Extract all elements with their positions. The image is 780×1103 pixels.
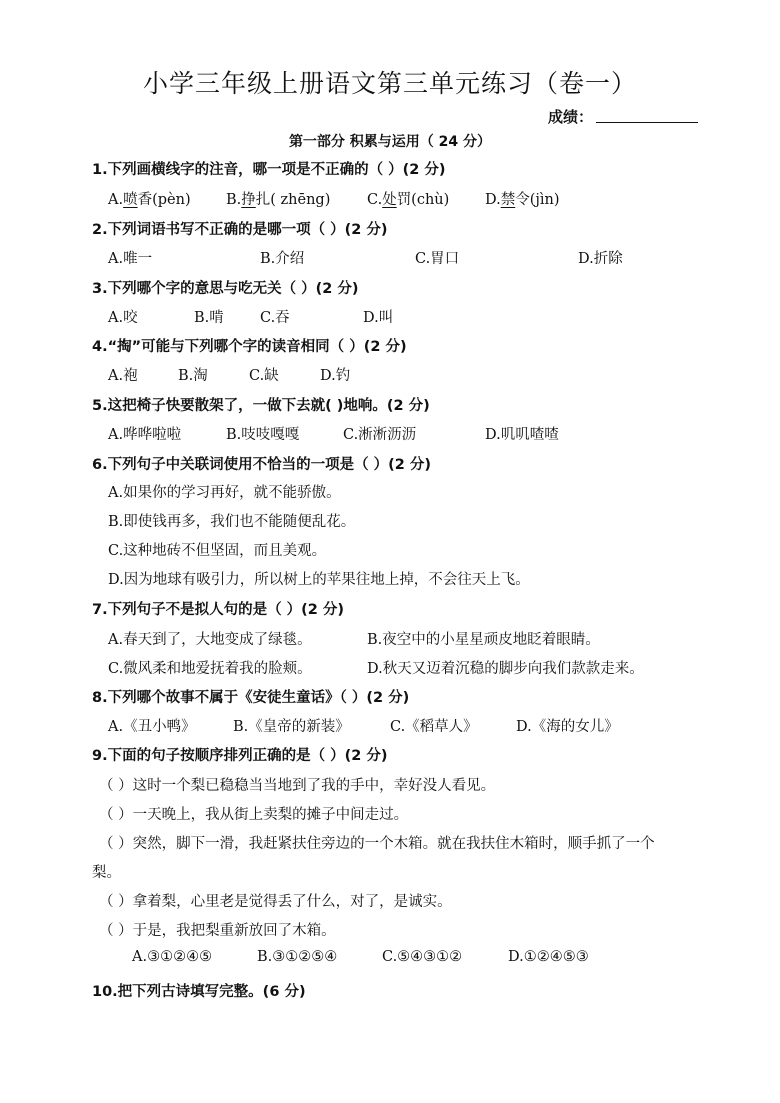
option-3d[interactable]: D.叫: [363, 310, 394, 326]
option-4b[interactable]: B.淘: [178, 368, 208, 384]
question-8: 8.下列哪个故事不属于《安徒生童话》（ ）(2 分): [92, 690, 410, 706]
option-8b[interactable]: B.《皇帝的新装》: [233, 719, 350, 735]
option-label: C.: [367, 192, 383, 208]
option-5d[interactable]: D.叽叽喳喳: [485, 427, 559, 443]
sentence-6a[interactable]: A.如果你的学习再好，就不能骄傲。: [108, 485, 341, 501]
option-2a[interactable]: A.唯一: [108, 251, 153, 267]
option-2b[interactable]: B.介绍: [260, 251, 305, 267]
option-text: 扎( zhēng): [255, 192, 331, 208]
option-9c[interactable]: C.⑤④③①②: [382, 949, 463, 965]
option-8c[interactable]: C.《稻草人》: [390, 719, 478, 735]
option-2d[interactable]: D.折除: [578, 251, 623, 267]
option-7c[interactable]: C.微风柔和地爱抚着我的脸颊。: [108, 661, 312, 677]
option-5b[interactable]: B.吱吱嘎嘎: [226, 427, 300, 443]
part-title: 第一部分 积累与运用（ 24 分）: [288, 134, 492, 150]
option-1b[interactable]: [226, 188, 330, 209]
option-1c[interactable]: [367, 188, 449, 209]
ordering-sentence-4[interactable]: （ ）拿着梨，心里老是觉得丢了什么，对了，是诚实。: [99, 894, 452, 910]
question-1: 1.下列画横线字的注音，哪一项是不正确的（ ）(2 分): [92, 162, 446, 178]
score-label: 成绩：: [548, 108, 594, 126]
option-4a[interactable]: A.袍: [108, 368, 138, 384]
option-4d[interactable]: D.钓: [320, 368, 351, 384]
option-text: 香(pèn): [137, 192, 191, 208]
sentence-6d[interactable]: D.因为地球有吸引力，所以树上的苹果往地上掉，不会往天上飞。: [108, 572, 530, 588]
underlined-char: 禁: [500, 192, 516, 208]
option-label: D.: [485, 192, 501, 208]
question-4: 4.“掏”可能与下列哪个字的读音相同（ ）(2 分): [92, 339, 407, 355]
question-9: 9.下面的句子按顺序排列正确的是（ ）(2 分): [92, 748, 388, 764]
option-text: 罚(chù): [396, 192, 450, 208]
sentence-6c[interactable]: C.这种地砖不但坚固，而且美观。: [108, 543, 327, 559]
option-4c[interactable]: C.缺: [249, 368, 279, 384]
option-7d[interactable]: D.秋天又迈着沉稳的脚步向我们款款走来。: [367, 661, 644, 677]
ordering-sentence-2[interactable]: （ ）一天晚上，我从街上卖梨的摊子中间走过。: [99, 807, 409, 823]
underlined-char: 挣: [241, 192, 256, 208]
option-7a[interactable]: A.春天到了，大地变成了绿毯。: [108, 632, 312, 648]
option-1d[interactable]: [485, 188, 560, 209]
option-8d[interactable]: D.《海的女儿》: [516, 719, 619, 735]
ordering-sentence-3-cont: 梨。: [92, 865, 121, 881]
question-3: 3.下列哪个字的意思与吃无关（ ）(2 分): [92, 281, 359, 297]
option-3a[interactable]: A.咬: [108, 310, 138, 326]
question-6: 6.下列句子中关联词使用不恰当的一项是（ ）(2 分): [92, 457, 432, 473]
option-5a[interactable]: A.哗哗啦啦: [108, 427, 182, 443]
question-7: 7.下列句子不是拟人句的是（ ）(2 分): [92, 602, 345, 618]
ordering-sentence-1[interactable]: （ ）这时一个梨已稳稳当当地到了我的手中，幸好没人看见。: [99, 778, 496, 794]
option-5c[interactable]: C.淅淅沥沥: [343, 427, 417, 443]
option-9d[interactable]: D.①②④⑤③: [508, 949, 589, 965]
option-8a[interactable]: A.《丑小鸭》: [108, 719, 196, 735]
option-3c[interactable]: C.吞: [260, 310, 290, 326]
option-2c[interactable]: C.胃口: [415, 251, 460, 267]
option-text: 令(jìn): [515, 192, 560, 208]
sentence-6b[interactable]: B.即使钱再多，我们也不能随便乱花。: [108, 514, 356, 530]
ordering-sentence-3[interactable]: （ ）突然，脚下一滑，我赶紧扶住旁边的一个木箱。就在我扶住木箱时，顺手抓了一个: [99, 836, 655, 852]
option-7b[interactable]: B.夜空中的小星星顽皮地眨着眼睛。: [367, 632, 600, 648]
page-title: 小学三年级上册语文第三单元练习（卷一）: [142, 69, 637, 98]
underlined-char: 喷: [123, 192, 138, 208]
option-9a[interactable]: A.③①②④⑤: [132, 949, 213, 965]
question-5: 5.这把椅子快要散架了，一做下去就( )地响。(2 分): [92, 398, 430, 414]
option-label: A.: [108, 192, 124, 208]
option-1a[interactable]: [108, 188, 191, 209]
option-9b[interactable]: B.③①②⑤④: [257, 949, 338, 965]
ordering-sentence-5[interactable]: （ ）于是，我把梨重新放回了木箱。: [99, 923, 336, 939]
question-2: 2.下列词语书写不正确的是哪一项（ ）(2 分): [92, 222, 388, 238]
question-10: 10.把下列古诗填写完整。(6 分): [92, 984, 306, 1000]
option-3b[interactable]: B.啃: [194, 310, 224, 326]
option-label: B.: [226, 192, 242, 208]
underlined-char: 处: [382, 192, 397, 208]
score-blank[interactable]: [596, 122, 698, 123]
